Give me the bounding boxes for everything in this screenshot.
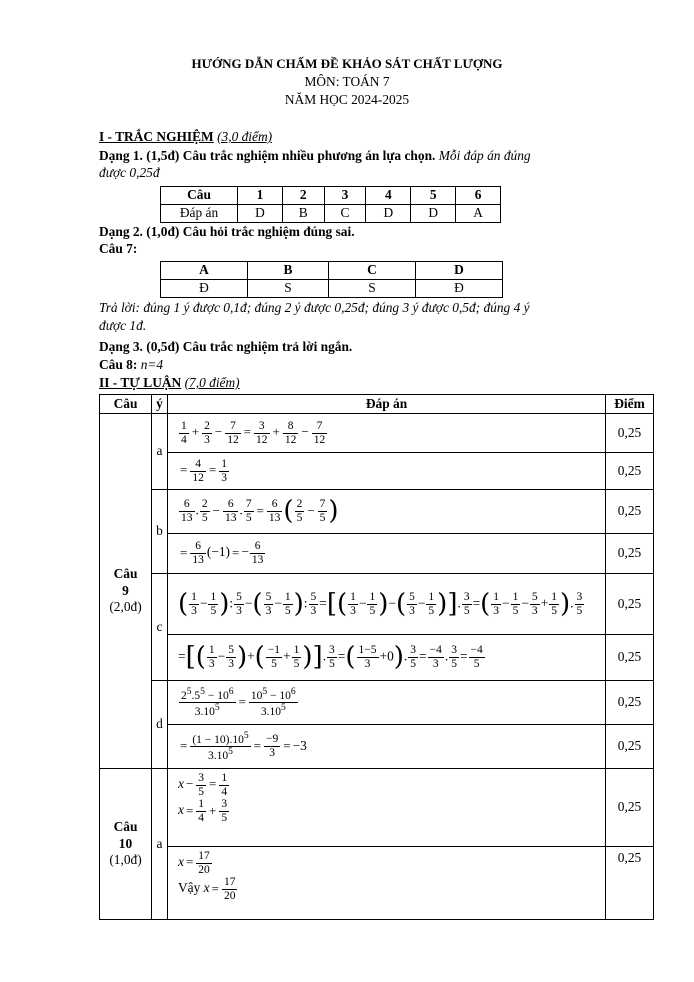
part2-heading: II - TỰ LUẬN (7,0 điểm) [99,375,240,390]
part1-heading: I - TRẮC NGHIỆM (3,0 điểm) [99,129,273,144]
mcq-answer-table: Câu 1 2 3 4 5 6 Đáp án D B C D D A [160,186,501,223]
q9b-step2: = $\frac{6}{13}$ (−1) = − $\frac{6}{13}$ [168,534,606,574]
q7-label: Câu 7: [99,241,138,256]
q10-step1: x − $\frac{3}{5}$ = $\frac{1}{4}$ x = $\frac{1}{4}$ + $\frac{3}{5}$ [168,769,606,847]
q9a-step1: $\frac{1}{4}$ + $\frac{2}{3}$ − $\frac{7}{12}$ = $\frac{3}{12}$ + $\frac{8}{12}$ − $\frac{7}{12}$ [168,414,606,453]
type2-note: Trả lời: đúng 1 ý được 0,1đ; đúng 2 ý được 0,25đ; đúng 3 ý được 0,5đ; đúng 4 ý [99,300,530,315]
q9a-step2: = $\frac{4}{12}$ = $\frac{1}{3}$ [168,453,606,490]
q8-line: Câu 8: n=4 [99,357,164,372]
q9d-step2: = $\frac{(1 - 10).10^5}{3.10^5}$ = $\frac{-9}{3}$ = −3 [168,725,606,769]
doc-subject: MÔN: TOÁN 7 [304,74,390,89]
q9b-step1: $\frac{6}{13}$ . $\frac{2}{5}$ − $\frac{6}{13}$ . $\frac{7}{5}$ = $\frac{6}{13}$ ( $\frac{2}{5}$ − $\frac{7}{5}$ ) [168,490,606,534]
doc-title: HƯỚNG DẪN CHẤM ĐỀ KHẢO SÁT CHẤT LƯỢNG [191,56,503,71]
type2-note-2: được 1đ. [99,318,147,333]
q9c-step2: =[( $\frac{1}{3}$ − $\frac{5}{3}$ )+( $\frac{-1}{5}$ + $\frac{1}{5}$ )]. $\frac{3}{5}$ =( $\frac{1-5}{3}$ +0). $\frac{3}{5}$ = $\frac{-4}{3}$ . $\frac{3}{5}$ = $\frac{-4}{5}$ [168,635,606,681]
q9c-step1: ( $\frac{1}{3}$ − $\frac{1}{5}$ ): $\frac{5}{3}$ −( $\frac{5}{3}$ − $\frac{1}{5}$ ): $\frac{5}{3}$ =[( $\frac{1}{3}$ − $\frac{1}{5}$ )−( $\frac{5}{3}$ − $\frac{1}{5}$ )]. $\frac{3}{5}$ =( $\frac{1}{3}$ − $\frac{1}{5}$ − $\frac{5}{3}$ + $\frac{1}{5}$ ). $\frac{3}{5}$ [168,574,606,635]
q10-step2: x = $\frac{17}{20}$ Vậy x = $\frac{17}{20}$ [168,847,606,920]
doc-year: NĂM HỌC 2024-2025 [284,92,410,107]
q10-label: Câu 10 (1,0đ) [100,769,152,920]
type1-line-2: được 0,25đ [99,165,160,180]
essay-answer-table: Câu ý Đáp án Điểm Câu 9 (2,0đ) a $\frac{1}{4}$ + $\frac{2}{3}$ − $\frac{7}{12}$ = $\frac{3}{12}$ + $\frac{8}{12}$ − $\frac{7}{12}$ 0,25 = $\frac{4}{12}$ = $\frac{1}{3}$ 0,25 b $\frac{6}{13}$ . $\frac{2}{5}$ − $\frac{6}{13}$ . $\frac{7}{5}$ = $\frac{6}{13}$ ( $\frac{2}{5}$ − $\frac{7}{5}$ ) 0,25 = $\frac{6}{13}$ (−1) = − $\frac{6}{13}$ 0,25 c ( $\frac{1}{3}$ − $\frac{1}{5}$ ): $\frac{5}{3}$ −( $\frac{5}{3}$ − $\frac{1}{5}$ ): $\frac{5}{3}$ =[( $\frac{1}{3}$ − $\frac{1}{5}$ )−( $\frac{5}{3}$ − $\frac{1}{5}$ )]. $\frac{3}{5}$ =( $\frac{1}{3}$ − $\frac{1}{5}$ − $\frac{5}{3}$ + $\frac{1}{5}$ ). $\frac{3}{5}$ 0,25 =[( $\frac{1}{3}$ − $\frac{5}{3}$ )+( $\frac{-1}{5}$ + $\frac{1}{5}$ )]. $\frac{3}{5}$ =( $\frac{1-5}{3}$ +0). $\frac{3}{5}$ = $\frac{-4}{3}$ . $\frac{3}{5}$ = $\frac{-4}{5}$ 0,25 d $\frac{2^5.5^5 - 10^6}{3.10^5}$ = $\frac{10^5 - 10^6}{3.10^5}$ 0,25 = $\frac{(1 - 10).10^5}{3.10^5}$ = $\frac{-9}{3}$ = −3 0,25 Câu 10 (1,0đ) a x − $\frac{3}{5}$ = $\frac{1}{4}$ x = $\frac{1}{4}$ + $\frac{3}{5}$ 0,25 x = $\frac{17}{20}$ Vậy x = $\frac{17}{20}$ 0,25 [99,394,654,920]
type2-line: Dạng 2. (1,0đ) Câu hỏi trắc nghiệm đúng sai. [99,224,355,239]
q9d-step1: $\frac{2^5.5^5 - 10^6}{3.10^5}$ = $\frac{10^5 - 10^6}{3.10^5}$ [168,681,606,725]
q9-label: Câu 9 (2,0đ) [100,414,152,769]
true-false-table: A B C D Đ S S Đ [160,261,503,298]
type3-line: Dạng 3. (0,5đ) Câu trắc nghiệm trả lời ngắn. [99,339,353,354]
type1-line: Dạng 1. (1,5đ) Câu trắc nghiệm nhiều phương án lựa chọn. Mỗi đáp án đúng [99,148,531,163]
